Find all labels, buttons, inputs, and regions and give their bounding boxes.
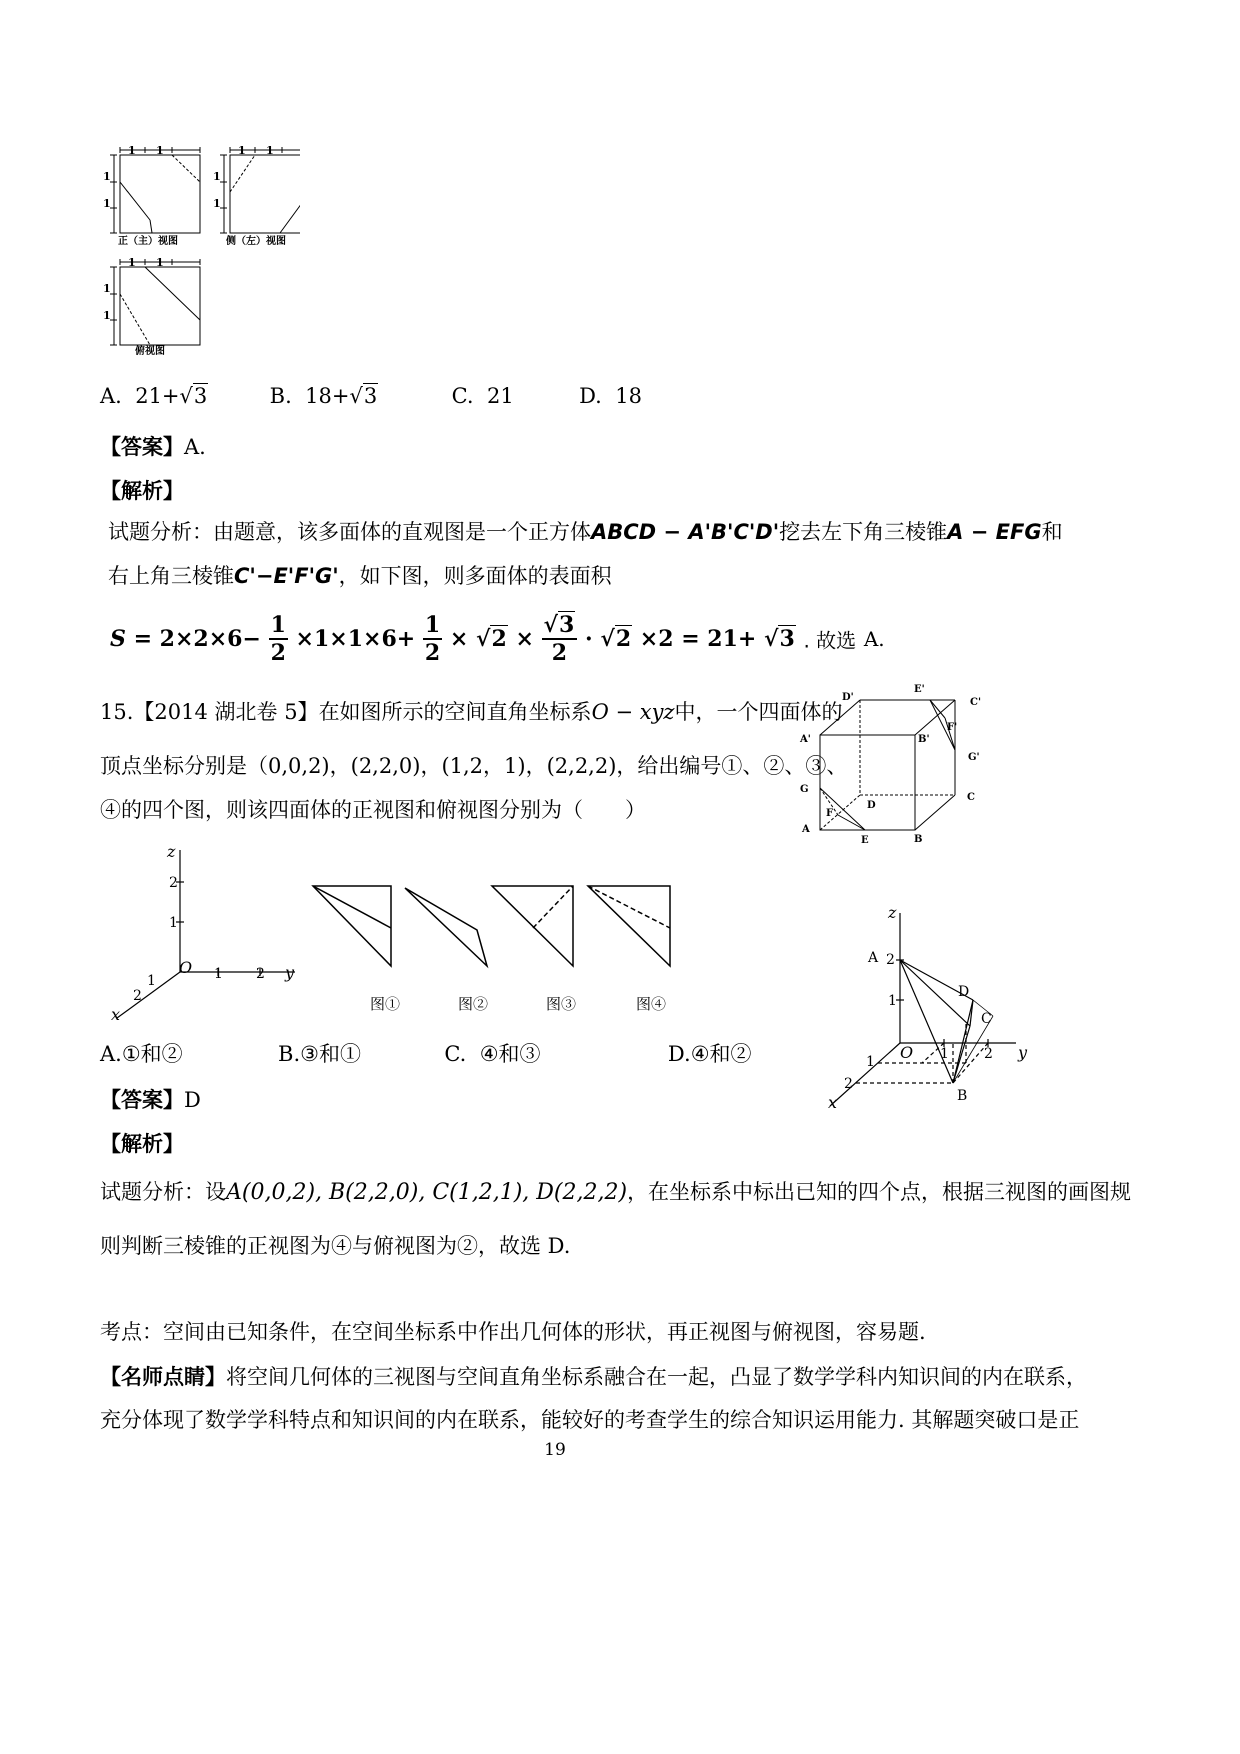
cube-label-E-prime: E' — [914, 684, 925, 695]
tetra-label-A: A — [868, 950, 879, 966]
option-a: A. 21+√3 — [100, 384, 208, 408]
dim-label: 1 — [103, 170, 111, 183]
axis-label-y: y — [1018, 1043, 1028, 1062]
tick-label: 2 — [133, 988, 142, 1004]
axis-label-x: x — [828, 1093, 838, 1112]
axis-label-z: z — [167, 842, 176, 861]
dim-label: 1 — [213, 170, 221, 183]
figure-3 — [492, 886, 573, 966]
tick-label: 1 — [214, 966, 223, 982]
tick-label: 2 — [984, 1046, 993, 1062]
cube-label-A: A — [802, 824, 810, 835]
cube-label-G: G — [800, 784, 809, 795]
q14-analysis-tag: 【解析】 — [100, 478, 184, 503]
tick-label: 1 — [169, 915, 178, 931]
dim-label: 1 — [213, 197, 221, 210]
axis-label-origin: O — [179, 958, 193, 977]
dim-label: 1 — [103, 309, 111, 322]
tick-label: 1 — [866, 1054, 875, 1070]
q15-line1: 15.【2014 湖北卷 5】在如图所示的空间直角坐标系O − xyz中，一个四面体的 — [100, 700, 843, 724]
figure-1 — [313, 886, 391, 966]
q15-analysis-tag: 【解析】 — [100, 1131, 184, 1156]
option-c: C. 21 — [451, 384, 514, 408]
dim-label: 1 — [103, 197, 111, 210]
cube-label-F-prime: F' — [947, 722, 958, 733]
figure-2 — [405, 888, 487, 966]
cube-label-D-prime: D' — [842, 692, 854, 703]
front-view-caption: 正（主）视图 — [118, 236, 178, 247]
axis-label-x: x — [111, 1005, 121, 1024]
top-view-caption: 俯视图 — [135, 346, 165, 357]
option-d: D. 18 — [579, 384, 642, 408]
q14-answer: 【答案】A. — [100, 434, 206, 459]
front-view — [110, 147, 200, 233]
option-a: A.①和② — [100, 1042, 183, 1066]
cube-front-face — [820, 735, 915, 830]
dim-label: 1 — [156, 256, 164, 269]
q14-options — [100, 386, 642, 407]
side-view — [220, 147, 300, 233]
tick-label: 1 — [888, 993, 897, 1009]
cube-label-A-prime: A' — [800, 734, 811, 745]
cube-label-B-prime: B' — [918, 734, 930, 745]
dim-label: 1 — [238, 144, 246, 157]
tetra-label-D: D — [958, 984, 970, 1000]
option-c: C. ④和③ — [444, 1042, 541, 1066]
q14-analysis-line2: 右上角三棱锥C'−E'F'G'，如下图，则多面体的表面积 — [108, 564, 612, 588]
option-b: B.③和① — [278, 1042, 361, 1066]
dim-label: 1 — [128, 256, 136, 269]
axis-label-origin: O — [900, 1043, 914, 1062]
q15-mingshi-line1: 【名师点睛】将空间几何体的三视图与空间直角坐标系融合在一起，凸显了数学学科内知识间的内在联系， — [100, 1364, 1087, 1389]
q15-options — [100, 1044, 752, 1065]
option-b: B. 18+√3 — [269, 384, 378, 408]
q15-kaodian: 考点：空间由已知条件，在空间坐标系中作出几何体的形状，再正视图与俯视图，容易题. — [100, 1320, 926, 1344]
figure-4 — [588, 886, 670, 966]
option-d: D.④和② — [667, 1042, 752, 1066]
q15-line3: ④的四个图，则该四面体的正视图和俯视图分别为（ ） — [100, 798, 646, 822]
figure-2-caption: 图② — [458, 995, 489, 1013]
q15-line2: 顶点坐标分别是（0,0,2)，(2,2,0)，(1,2，1)，(2,2,2)，给出编号①、②、③、 — [100, 754, 848, 778]
dim-label: 1 — [128, 144, 136, 157]
cube-label-D: D — [867, 800, 876, 811]
cube-label-B: B — [914, 834, 923, 845]
q14-analysis-line1: 试题分析：由题意，该多面体的直观图是一个正方体ABCD − A'B'C'D'挖去左下角三棱锥A − EFG和 — [108, 520, 1063, 544]
dim-label: 1 — [103, 282, 111, 295]
tick-label: 1 — [940, 1046, 949, 1062]
page-number: 19 — [544, 1440, 566, 1460]
dim-label: 1 — [266, 144, 274, 157]
tetra-label-B: B — [957, 1088, 968, 1104]
q14-formula: S = 2×2×6− $\frac{1}{2}$ ×1×1×6+ $\frac{1}{2}$ × √2 × $\frac{√3}{2}$ · √2 ×2 = 21+ √3 . 故选 A. — [110, 612, 885, 666]
tetrahedron-figure — [818, 908, 1048, 1113]
axis-label-z: z — [888, 908, 897, 922]
cube-label-C-prime: C' — [970, 697, 982, 708]
cube-label-E: E — [861, 835, 869, 846]
axes-figure — [105, 840, 315, 1025]
cube-label-G-prime: G' — [968, 752, 980, 763]
dim-label: 1 — [156, 144, 164, 157]
q15-answer: 【答案】D — [100, 1087, 201, 1112]
tick-label: 2 — [844, 1076, 853, 1092]
q15-mingshi-line2: 充分体现了数学学科特点和知识间的内在联系，能较好的考查学生的综合知识运用能力. 其解题突破口是正 — [100, 1408, 1080, 1432]
cube-figure — [790, 680, 1010, 850]
three-view-figure — [100, 140, 300, 365]
tick-label: 2 — [886, 952, 895, 968]
q15-analysis-line1: 试题分析：设A(0,0,2), B(2,2,0), C(1,2,1), D(2,2,2)，在坐标系中标出已知的四个点，根据三视图的画图规 — [100, 1180, 1132, 1205]
tick-label: 2 — [169, 875, 178, 891]
axis-label-y: y — [285, 963, 295, 982]
cube-label-C: C — [967, 792, 975, 803]
figure-3-caption: 图③ — [546, 995, 577, 1013]
tetra-label-C: C — [981, 1011, 992, 1027]
q15-analysis-line2: 则判断三棱锥的正视图为④与俯视图为②，故选 D. — [100, 1234, 571, 1258]
tick-label: 1 — [147, 973, 156, 989]
option-figures — [305, 880, 695, 975]
top-view — [110, 259, 200, 345]
cube-label-F: F — [826, 808, 834, 819]
side-view-caption: 侧（左）视图 — [226, 236, 286, 247]
tick-label: 2 — [256, 966, 265, 982]
figure-1-caption: 图① — [370, 995, 401, 1013]
figure-4-caption: 图④ — [636, 995, 667, 1013]
